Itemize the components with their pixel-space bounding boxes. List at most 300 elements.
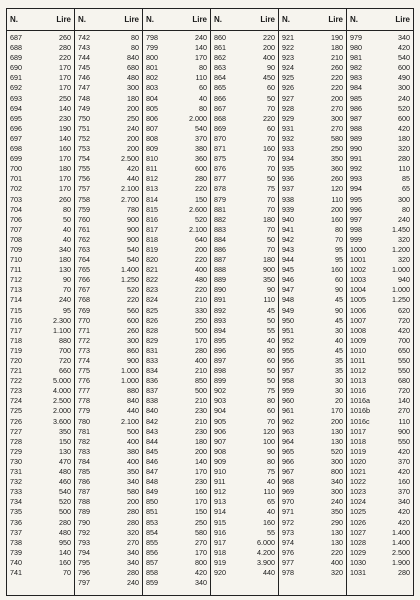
column-header bbox=[143, 9, 210, 31]
item-price: 150 bbox=[59, 436, 71, 446]
table-row bbox=[143, 366, 210, 376]
item-price: 520 bbox=[195, 214, 207, 224]
item-number: 850 bbox=[146, 497, 158, 507]
item-number: 801 bbox=[146, 63, 158, 73]
item-price: 460 bbox=[59, 477, 71, 487]
item-number: 1012 bbox=[350, 366, 366, 376]
item-number: 757 bbox=[78, 184, 90, 194]
item-price: 110 bbox=[195, 73, 207, 83]
table-row bbox=[347, 497, 413, 507]
item-price: 600 bbox=[127, 315, 139, 325]
item-number: 805 bbox=[146, 103, 158, 113]
table-row bbox=[7, 104, 74, 114]
item-price: 550 bbox=[398, 356, 410, 365]
item-number: 797 bbox=[78, 578, 90, 588]
item-price: 320 bbox=[398, 144, 410, 154]
item-price: 350 bbox=[59, 426, 71, 436]
table-row bbox=[7, 245, 74, 255]
table-row bbox=[143, 265, 210, 275]
table-row bbox=[7, 406, 74, 416]
table-row bbox=[211, 457, 278, 467]
table-row bbox=[347, 104, 413, 114]
item-price: 700 bbox=[398, 335, 410, 345]
item-number: 1029 bbox=[350, 547, 366, 557]
table-row bbox=[279, 195, 346, 205]
table-row bbox=[347, 154, 413, 164]
header-lire-label: Lire bbox=[328, 15, 343, 24]
item-price: 220 bbox=[263, 113, 275, 123]
item-price: 900 bbox=[398, 426, 410, 436]
table-row bbox=[75, 73, 142, 83]
item-price: 550 bbox=[398, 366, 410, 376]
table-row bbox=[75, 275, 142, 285]
table-row bbox=[211, 225, 278, 235]
table-row bbox=[143, 457, 210, 467]
item-price: 210 bbox=[195, 366, 207, 376]
item-number: 864 bbox=[214, 73, 226, 83]
item-number: 1028 bbox=[350, 537, 366, 547]
item-price: 160 bbox=[195, 487, 207, 497]
table-row bbox=[143, 134, 210, 144]
column-header bbox=[347, 9, 413, 31]
table-row bbox=[279, 538, 346, 548]
item-price: 70 bbox=[267, 164, 275, 174]
table-row bbox=[279, 507, 346, 517]
item-price: 80 bbox=[131, 33, 139, 42]
item-price: 260 bbox=[331, 174, 343, 184]
item-number: 855 bbox=[146, 537, 158, 547]
table-row bbox=[347, 275, 413, 285]
item-number: 1006 bbox=[350, 305, 366, 315]
table-row bbox=[143, 487, 210, 497]
item-number: 992 bbox=[350, 164, 362, 174]
item-price: 200 bbox=[195, 244, 207, 254]
item-price: 40 bbox=[63, 234, 71, 244]
item-price: 480 bbox=[59, 527, 71, 537]
item-price: 170 bbox=[59, 154, 71, 164]
table-column bbox=[74, 9, 142, 595]
item-price: 950 bbox=[59, 537, 71, 547]
item-price: 350 bbox=[331, 154, 343, 164]
item-number: 731 bbox=[10, 467, 22, 477]
table-row bbox=[279, 275, 346, 285]
item-price: 45 bbox=[335, 315, 343, 325]
table-row bbox=[211, 195, 278, 205]
table-column bbox=[346, 9, 414, 595]
item-number: 808 bbox=[146, 133, 158, 143]
item-number: 998 bbox=[350, 224, 362, 234]
item-price: 1.000 bbox=[121, 376, 139, 386]
item-number: 915 bbox=[214, 517, 226, 527]
table-row bbox=[7, 225, 74, 235]
item-price: 1.000 bbox=[392, 285, 410, 295]
item-price: 160 bbox=[398, 477, 410, 487]
item-number: 926 bbox=[282, 83, 294, 93]
table-row bbox=[211, 326, 278, 336]
item-price: 300 bbox=[398, 83, 410, 93]
table-row bbox=[279, 83, 346, 93]
table-row bbox=[143, 477, 210, 487]
item-number: 749 bbox=[78, 103, 90, 113]
item-number: 692 bbox=[10, 83, 22, 93]
item-price: 540 bbox=[127, 255, 139, 265]
item-number: 878 bbox=[214, 184, 226, 194]
item-number: 912 bbox=[214, 487, 226, 497]
item-price: 45 bbox=[335, 295, 343, 305]
item-price: 480 bbox=[59, 467, 71, 477]
table-row bbox=[7, 124, 74, 134]
table-row bbox=[143, 225, 210, 235]
item-price: 50 bbox=[267, 93, 275, 103]
item-price: 4.200 bbox=[257, 547, 275, 557]
item-number: 812 bbox=[146, 174, 158, 184]
table-row bbox=[75, 225, 142, 235]
item-number: 1011 bbox=[350, 356, 366, 365]
item-price: 130 bbox=[331, 436, 343, 446]
item-number: 866 bbox=[214, 93, 226, 103]
item-price: 220 bbox=[331, 73, 343, 83]
item-price: 180 bbox=[59, 164, 71, 174]
item-number: 931 bbox=[282, 123, 294, 133]
table-row bbox=[279, 457, 346, 467]
table-row bbox=[279, 184, 346, 194]
item-number: 894 bbox=[214, 325, 226, 335]
item-number: 906 bbox=[214, 426, 226, 436]
item-number: 929 bbox=[282, 113, 294, 123]
item-number: 898 bbox=[214, 366, 226, 376]
table-row bbox=[279, 306, 346, 316]
table-row bbox=[211, 255, 278, 265]
table-row bbox=[143, 528, 210, 538]
table-row bbox=[75, 265, 142, 275]
item-number: 717 bbox=[10, 325, 22, 335]
table-row bbox=[7, 558, 74, 568]
item-number: 712 bbox=[10, 275, 22, 285]
item-number: 770 bbox=[78, 315, 90, 325]
item-price: 65 bbox=[402, 184, 410, 194]
table-row bbox=[143, 235, 210, 245]
table-row bbox=[279, 396, 346, 406]
item-price: 300 bbox=[331, 456, 343, 466]
table-row bbox=[143, 205, 210, 215]
item-number: 876 bbox=[214, 164, 226, 174]
item-price: 1.200 bbox=[392, 244, 410, 254]
item-price: 60 bbox=[335, 275, 343, 285]
item-number: 917 bbox=[214, 537, 226, 547]
table-row bbox=[279, 114, 346, 124]
table-row bbox=[143, 316, 210, 326]
item-price: 230 bbox=[195, 426, 207, 436]
table-row bbox=[143, 245, 210, 255]
item-price: 420 bbox=[398, 507, 410, 517]
item-number: 764 bbox=[78, 255, 90, 265]
item-number: 703 bbox=[10, 194, 22, 204]
item-price: 70 bbox=[267, 204, 275, 214]
table-row bbox=[75, 558, 142, 568]
item-number: 887 bbox=[214, 255, 226, 265]
item-price: 540 bbox=[127, 244, 139, 254]
item-price: 280 bbox=[59, 517, 71, 527]
table-row bbox=[143, 306, 210, 316]
item-price: 260 bbox=[59, 33, 71, 42]
header-number-label: N. bbox=[78, 15, 86, 24]
table-row bbox=[75, 63, 142, 73]
item-number: 793 bbox=[78, 537, 90, 547]
item-price: 6.000 bbox=[257, 537, 275, 547]
item-price: 130 bbox=[331, 527, 343, 537]
item-number: 813 bbox=[146, 184, 158, 194]
item-number: 987 bbox=[350, 113, 362, 123]
table-row bbox=[75, 406, 142, 416]
table-row bbox=[279, 406, 346, 416]
table-row bbox=[75, 528, 142, 538]
item-price: 4.000 bbox=[53, 386, 71, 396]
item-price: 110 bbox=[263, 295, 275, 305]
table-row bbox=[7, 467, 74, 477]
table-row bbox=[279, 63, 346, 73]
table-row bbox=[75, 134, 142, 144]
item-number: 824 bbox=[146, 295, 158, 305]
item-number: 927 bbox=[282, 93, 294, 103]
header-lire-label: Lire bbox=[192, 15, 207, 24]
item-price: 500 bbox=[127, 426, 139, 436]
table-row bbox=[279, 144, 346, 154]
table-row bbox=[7, 366, 74, 376]
item-price: 200 bbox=[195, 446, 207, 456]
item-price: 370 bbox=[398, 456, 410, 466]
item-price: 540 bbox=[59, 487, 71, 497]
item-price: 200 bbox=[127, 103, 139, 113]
item-price: 170 bbox=[195, 335, 207, 345]
item-price: 170 bbox=[59, 83, 71, 93]
item-number: 821 bbox=[146, 265, 158, 275]
item-price: 500 bbox=[59, 507, 71, 517]
table-row bbox=[211, 396, 278, 406]
item-price: 300 bbox=[331, 487, 343, 497]
table-row bbox=[347, 144, 413, 154]
item-number: 788 bbox=[78, 497, 90, 507]
item-price: 840 bbox=[127, 396, 139, 406]
table-row bbox=[75, 164, 142, 174]
table-row bbox=[143, 164, 210, 174]
item-number: 730 bbox=[10, 456, 22, 466]
item-price: 35 bbox=[335, 356, 343, 365]
header-number-label: N. bbox=[214, 15, 222, 24]
item-price: 2.500 bbox=[392, 547, 410, 557]
header-lire-label: Lire bbox=[56, 15, 71, 24]
item-price: 140 bbox=[398, 396, 410, 406]
table-row bbox=[347, 43, 413, 53]
item-price: 240 bbox=[195, 33, 207, 42]
item-number: 886 bbox=[214, 244, 226, 254]
item-number: 865 bbox=[214, 83, 226, 93]
table-row bbox=[347, 457, 413, 467]
item-number: 702 bbox=[10, 184, 22, 194]
item-number: 751 bbox=[78, 123, 90, 133]
item-price: 320 bbox=[127, 527, 139, 537]
table-row bbox=[347, 558, 413, 568]
item-price: 250 bbox=[127, 113, 139, 123]
table-row bbox=[7, 205, 74, 215]
item-number: 993 bbox=[350, 174, 362, 184]
item-price: 40 bbox=[267, 507, 275, 517]
table-row bbox=[75, 114, 142, 124]
item-price: 2.500 bbox=[53, 396, 71, 406]
item-number: 840 bbox=[146, 406, 158, 416]
item-price: 220 bbox=[331, 547, 343, 557]
table-row bbox=[143, 548, 210, 558]
item-number: 848 bbox=[146, 477, 158, 487]
item-price: 70 bbox=[267, 416, 275, 426]
item-price: 180 bbox=[59, 255, 71, 265]
table-row bbox=[75, 124, 142, 134]
item-number: 973 bbox=[282, 527, 294, 537]
item-number: 1030 bbox=[350, 557, 366, 567]
table-row bbox=[211, 406, 278, 416]
item-price: 170 bbox=[195, 547, 207, 557]
column-header bbox=[7, 9, 74, 31]
table-row bbox=[211, 538, 278, 548]
item-price: 210 bbox=[331, 53, 343, 63]
item-number: 980 bbox=[350, 43, 362, 53]
table-column bbox=[210, 9, 278, 595]
item-price: 270 bbox=[398, 406, 410, 416]
item-number: 826 bbox=[146, 315, 158, 325]
item-number: 720 bbox=[10, 356, 22, 365]
item-number: 755 bbox=[78, 164, 90, 174]
item-price: 70 bbox=[267, 133, 275, 143]
table-row bbox=[7, 114, 74, 124]
table-row bbox=[211, 507, 278, 517]
item-price: 65 bbox=[267, 497, 275, 507]
table-row bbox=[211, 73, 278, 83]
table-row bbox=[279, 255, 346, 265]
table-row bbox=[211, 366, 278, 376]
item-number: 943 bbox=[282, 244, 294, 254]
item-number: 879 bbox=[214, 194, 226, 204]
item-price: 250 bbox=[195, 517, 207, 527]
table-row bbox=[347, 174, 413, 184]
item-number: 920 bbox=[214, 567, 226, 577]
item-number: 1019 bbox=[350, 446, 366, 456]
item-number: 924 bbox=[282, 63, 294, 73]
table-row bbox=[143, 406, 210, 416]
item-number: 914 bbox=[214, 507, 226, 517]
item-price: 170 bbox=[59, 73, 71, 83]
table-row bbox=[143, 195, 210, 205]
item-price: 2.000 bbox=[53, 406, 71, 416]
item-number: 739 bbox=[10, 547, 22, 557]
table-row bbox=[75, 33, 142, 43]
item-number: 773 bbox=[78, 345, 90, 355]
table-row bbox=[143, 104, 210, 114]
table-row bbox=[143, 83, 210, 93]
table-row bbox=[7, 63, 74, 73]
table-row bbox=[347, 528, 413, 538]
table-row bbox=[279, 134, 346, 144]
item-price: 160 bbox=[59, 557, 71, 567]
table-row bbox=[143, 73, 210, 83]
table-row bbox=[347, 437, 413, 447]
item-price: 220 bbox=[195, 184, 207, 194]
item-price: 220 bbox=[59, 53, 71, 63]
item-number: 784 bbox=[78, 456, 90, 466]
item-number: 697 bbox=[10, 133, 22, 143]
table-row bbox=[211, 63, 278, 73]
item-price: 1.400 bbox=[392, 527, 410, 537]
item-number: 941 bbox=[282, 224, 294, 234]
table-row bbox=[7, 386, 74, 396]
item-price: 160 bbox=[331, 214, 343, 224]
item-number: 725 bbox=[10, 406, 22, 416]
table-row bbox=[75, 184, 142, 194]
item-price: 400 bbox=[127, 456, 139, 466]
item-price: 90 bbox=[335, 285, 343, 295]
item-price: 170 bbox=[59, 174, 71, 184]
item-price: 370 bbox=[398, 487, 410, 497]
item-price: 230 bbox=[195, 406, 207, 416]
item-price: 480 bbox=[195, 275, 207, 285]
table-row bbox=[211, 104, 278, 114]
item-number: 828 bbox=[146, 325, 158, 335]
item-price: 60 bbox=[267, 123, 275, 133]
item-price: 170 bbox=[59, 184, 71, 194]
item-number: 966 bbox=[282, 456, 294, 466]
table-row bbox=[7, 396, 74, 406]
item-number: 693 bbox=[10, 93, 22, 103]
table-row bbox=[7, 43, 74, 53]
table-row bbox=[143, 184, 210, 194]
table-row bbox=[7, 94, 74, 104]
item-price: 190 bbox=[331, 33, 343, 42]
item-number: 822 bbox=[146, 275, 158, 285]
item-price: 60 bbox=[267, 83, 275, 93]
item-price: 1.100 bbox=[53, 325, 71, 335]
item-price: 340 bbox=[331, 477, 343, 487]
table-row bbox=[211, 184, 278, 194]
item-number: 745 bbox=[78, 63, 90, 73]
table-row bbox=[211, 528, 278, 538]
item-number: 861 bbox=[214, 43, 226, 53]
item-price: 90 bbox=[63, 275, 71, 285]
item-price: 40 bbox=[267, 477, 275, 487]
item-number: 913 bbox=[214, 497, 226, 507]
item-price: 75 bbox=[267, 467, 275, 477]
item-price: 210 bbox=[195, 295, 207, 305]
item-number: 947 bbox=[282, 285, 294, 295]
table-row bbox=[279, 376, 346, 386]
item-price: 680 bbox=[127, 63, 139, 73]
item-price: 800 bbox=[331, 467, 343, 477]
item-number: 823 bbox=[146, 285, 158, 295]
item-number: 845 bbox=[146, 446, 158, 456]
item-price: 400 bbox=[331, 557, 343, 567]
table-row bbox=[347, 386, 413, 396]
item-number: 752 bbox=[78, 133, 90, 143]
item-price: 520 bbox=[59, 497, 71, 507]
item-price: 650 bbox=[398, 345, 410, 355]
item-number: 771 bbox=[78, 325, 90, 335]
table-row bbox=[279, 568, 346, 578]
item-price: 880 bbox=[127, 386, 139, 396]
item-number: 833 bbox=[146, 356, 158, 365]
item-number: 888 bbox=[214, 265, 226, 275]
table-row bbox=[347, 538, 413, 548]
item-number: 890 bbox=[214, 285, 226, 295]
item-number: 986 bbox=[350, 103, 362, 113]
item-price: 60 bbox=[267, 406, 275, 416]
item-price: 70 bbox=[267, 103, 275, 113]
